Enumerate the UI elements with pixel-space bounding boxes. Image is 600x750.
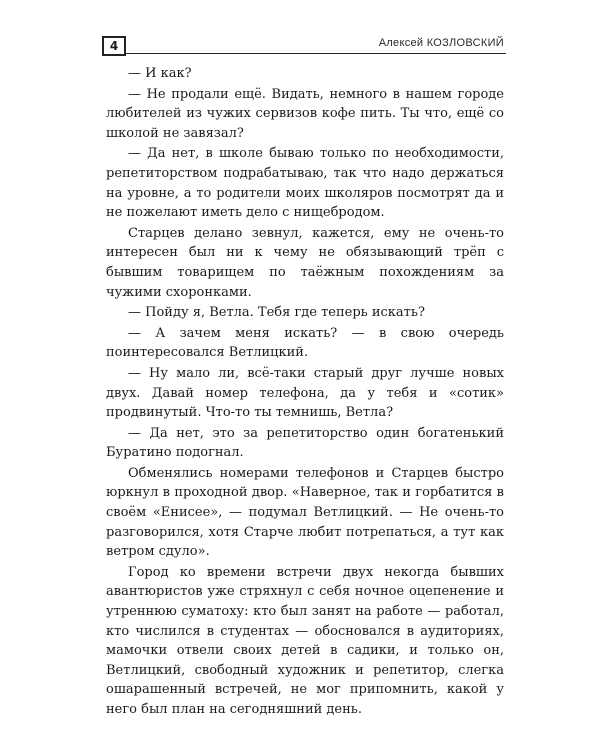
paragraph: Обменялись номерами телефонов и Старцев быстро юркнул в проходной двор. «Наверное, так и горбатится в своём «Енисее», — подумал Ветлицкий. — Не очень-то разговорился, хотя Старче любит потрепаться, а тут как ветром сдуло». — [106, 465, 504, 560]
paragraph: — Да нет, в школе бываю только по необходимости, репетиторством подрабатываю, так что надо держаться на уровне, а то родители моих школяров посмотрят да и не пожелают иметь дело с нищебродом. — [106, 146, 504, 221]
running-head-author: Алексей КОЗЛОВСКИЙ — [378, 37, 504, 49]
page-number: 4 — [102, 36, 126, 56]
paragraph: Город ко времени встречи двух некогда бывших авантюристов уже стряхнул с себя ночное оцепенение и утреннюю суматоху: кто был занят на работе — работал, кто числился в студентах — обосновался в аудиториях, мамочки отвели своих детей в садики, и только он, Ветлицкий, свободный художник и репетитор, слегка ошарашенный встречей, не мог припомнить, какой у него был план на сегодняшний день. — [106, 564, 504, 717]
paragraph: — Ну мало ли, всё-таки старый друг лучше новых двух. Давай номер телефона, да у тебя и «сотик» продвинутый. Что-то ты темнишь, Ветла? — [106, 365, 504, 421]
header-rule — [126, 53, 506, 54]
paragraph: — Пойду я, Ветла. Тебя где теперь искать? — [128, 305, 425, 321]
text-body — [106, 64, 504, 720]
paragraph: Старцев делано зевнул, кажется, ему не очень-то интересен был ни к чему не обязывающий трёп с бывшим товарищем по таёжным похождениям за чужими схоронками. — [106, 225, 504, 300]
paragraph: — Не продали ещё. Видать, немного в нашем городе любителей из чужих сервизов кофе пить. Ты что, ещё со школой не завязал? — [106, 86, 504, 141]
paragraph: — Да нет, это за репетиторство один богатенький Буратино подогнал. — [106, 425, 504, 461]
paragraph: — И как? — [128, 66, 192, 81]
paragraph: — А зачем меня искать? — в свою очередь поинтересовался Ветлицкий. — [106, 325, 504, 361]
